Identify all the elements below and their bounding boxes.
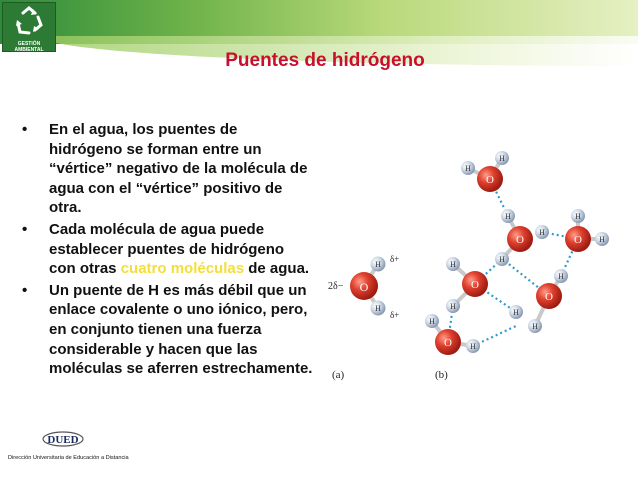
atom-label: O	[574, 234, 582, 246]
bullet-text: Cada molécula de agua puede establecer puentes de hidrógeno con otras	[49, 220, 285, 278]
atom-label: H	[470, 342, 476, 351]
atom-label: O	[444, 337, 452, 349]
atom-label: H	[539, 228, 545, 237]
panel-label-b: (b)	[435, 369, 448, 381]
bullet-dot: •	[22, 220, 28, 238]
atom-label: H	[505, 212, 511, 221]
hydrogen-atoms-b	[425, 151, 609, 353]
atom-label: H	[499, 154, 505, 163]
atom-label: H	[558, 272, 564, 281]
atom-label: H	[465, 164, 471, 173]
charge-label-positive: δ+	[390, 254, 400, 264]
highlighted-text: cuatro moléculas	[120, 260, 245, 278]
atom-label: O	[545, 291, 553, 303]
bullet-dot: •	[22, 281, 28, 299]
footer-institution: Dirección Universitaria de Educación a Distancia	[8, 455, 129, 461]
atom-label: O	[516, 234, 524, 246]
bullet-list	[22, 120, 314, 381]
logo-label: GESTIÓN AMBIENTAL	[14, 41, 44, 53]
bullet-text: Un puente de H es más débil que un enlace covalente o uno iónico, pero, en conjunto tienen una fuerza considerable y hacen que las moléculas se aferren estrechamente.	[49, 281, 313, 378]
bullet-item-1	[22, 120, 314, 218]
atom-label: H	[599, 235, 605, 244]
recycle-icon	[3, 3, 55, 41]
water-molecule-a	[350, 257, 386, 316]
hydrogen-bonds	[448, 179, 578, 346]
bullet-text: En el agua, los puentes de hidrógeno se forman entre un “vértice” negativo de la molécula de agua con el “vértice” positivo de otra.	[49, 121, 308, 217]
dued-logo-text: DUED	[47, 434, 79, 446]
atom-label: H	[375, 304, 381, 313]
dued-logo	[38, 430, 88, 452]
atom-label: H	[429, 317, 435, 326]
atom-label: O	[359, 280, 369, 294]
bullet-item-3	[22, 281, 314, 379]
slide-title: Puentes de hidrógeno	[225, 50, 425, 71]
charge-label-positive: δ+	[390, 310, 400, 320]
recycle-logo	[2, 2, 56, 52]
atom-label: H	[499, 255, 505, 264]
atom-label: H	[450, 302, 456, 311]
atom-label: H	[375, 260, 381, 269]
water-hydrogen-bond-diagram	[320, 136, 620, 384]
bullet-text-end: de agua.	[244, 260, 310, 278]
atom-label: H	[513, 308, 519, 317]
bullet-dot: •	[22, 121, 28, 138]
atom-label: H	[450, 260, 456, 269]
atom-label: O	[486, 174, 494, 186]
atom-label: H	[575, 212, 581, 221]
panel-label-a: (a)	[332, 369, 345, 381]
charge-label-negative: 2δ−	[328, 281, 344, 292]
bullet-item-2	[22, 220, 314, 279]
atom-label: H	[532, 322, 538, 331]
atom-label: O	[471, 279, 479, 291]
